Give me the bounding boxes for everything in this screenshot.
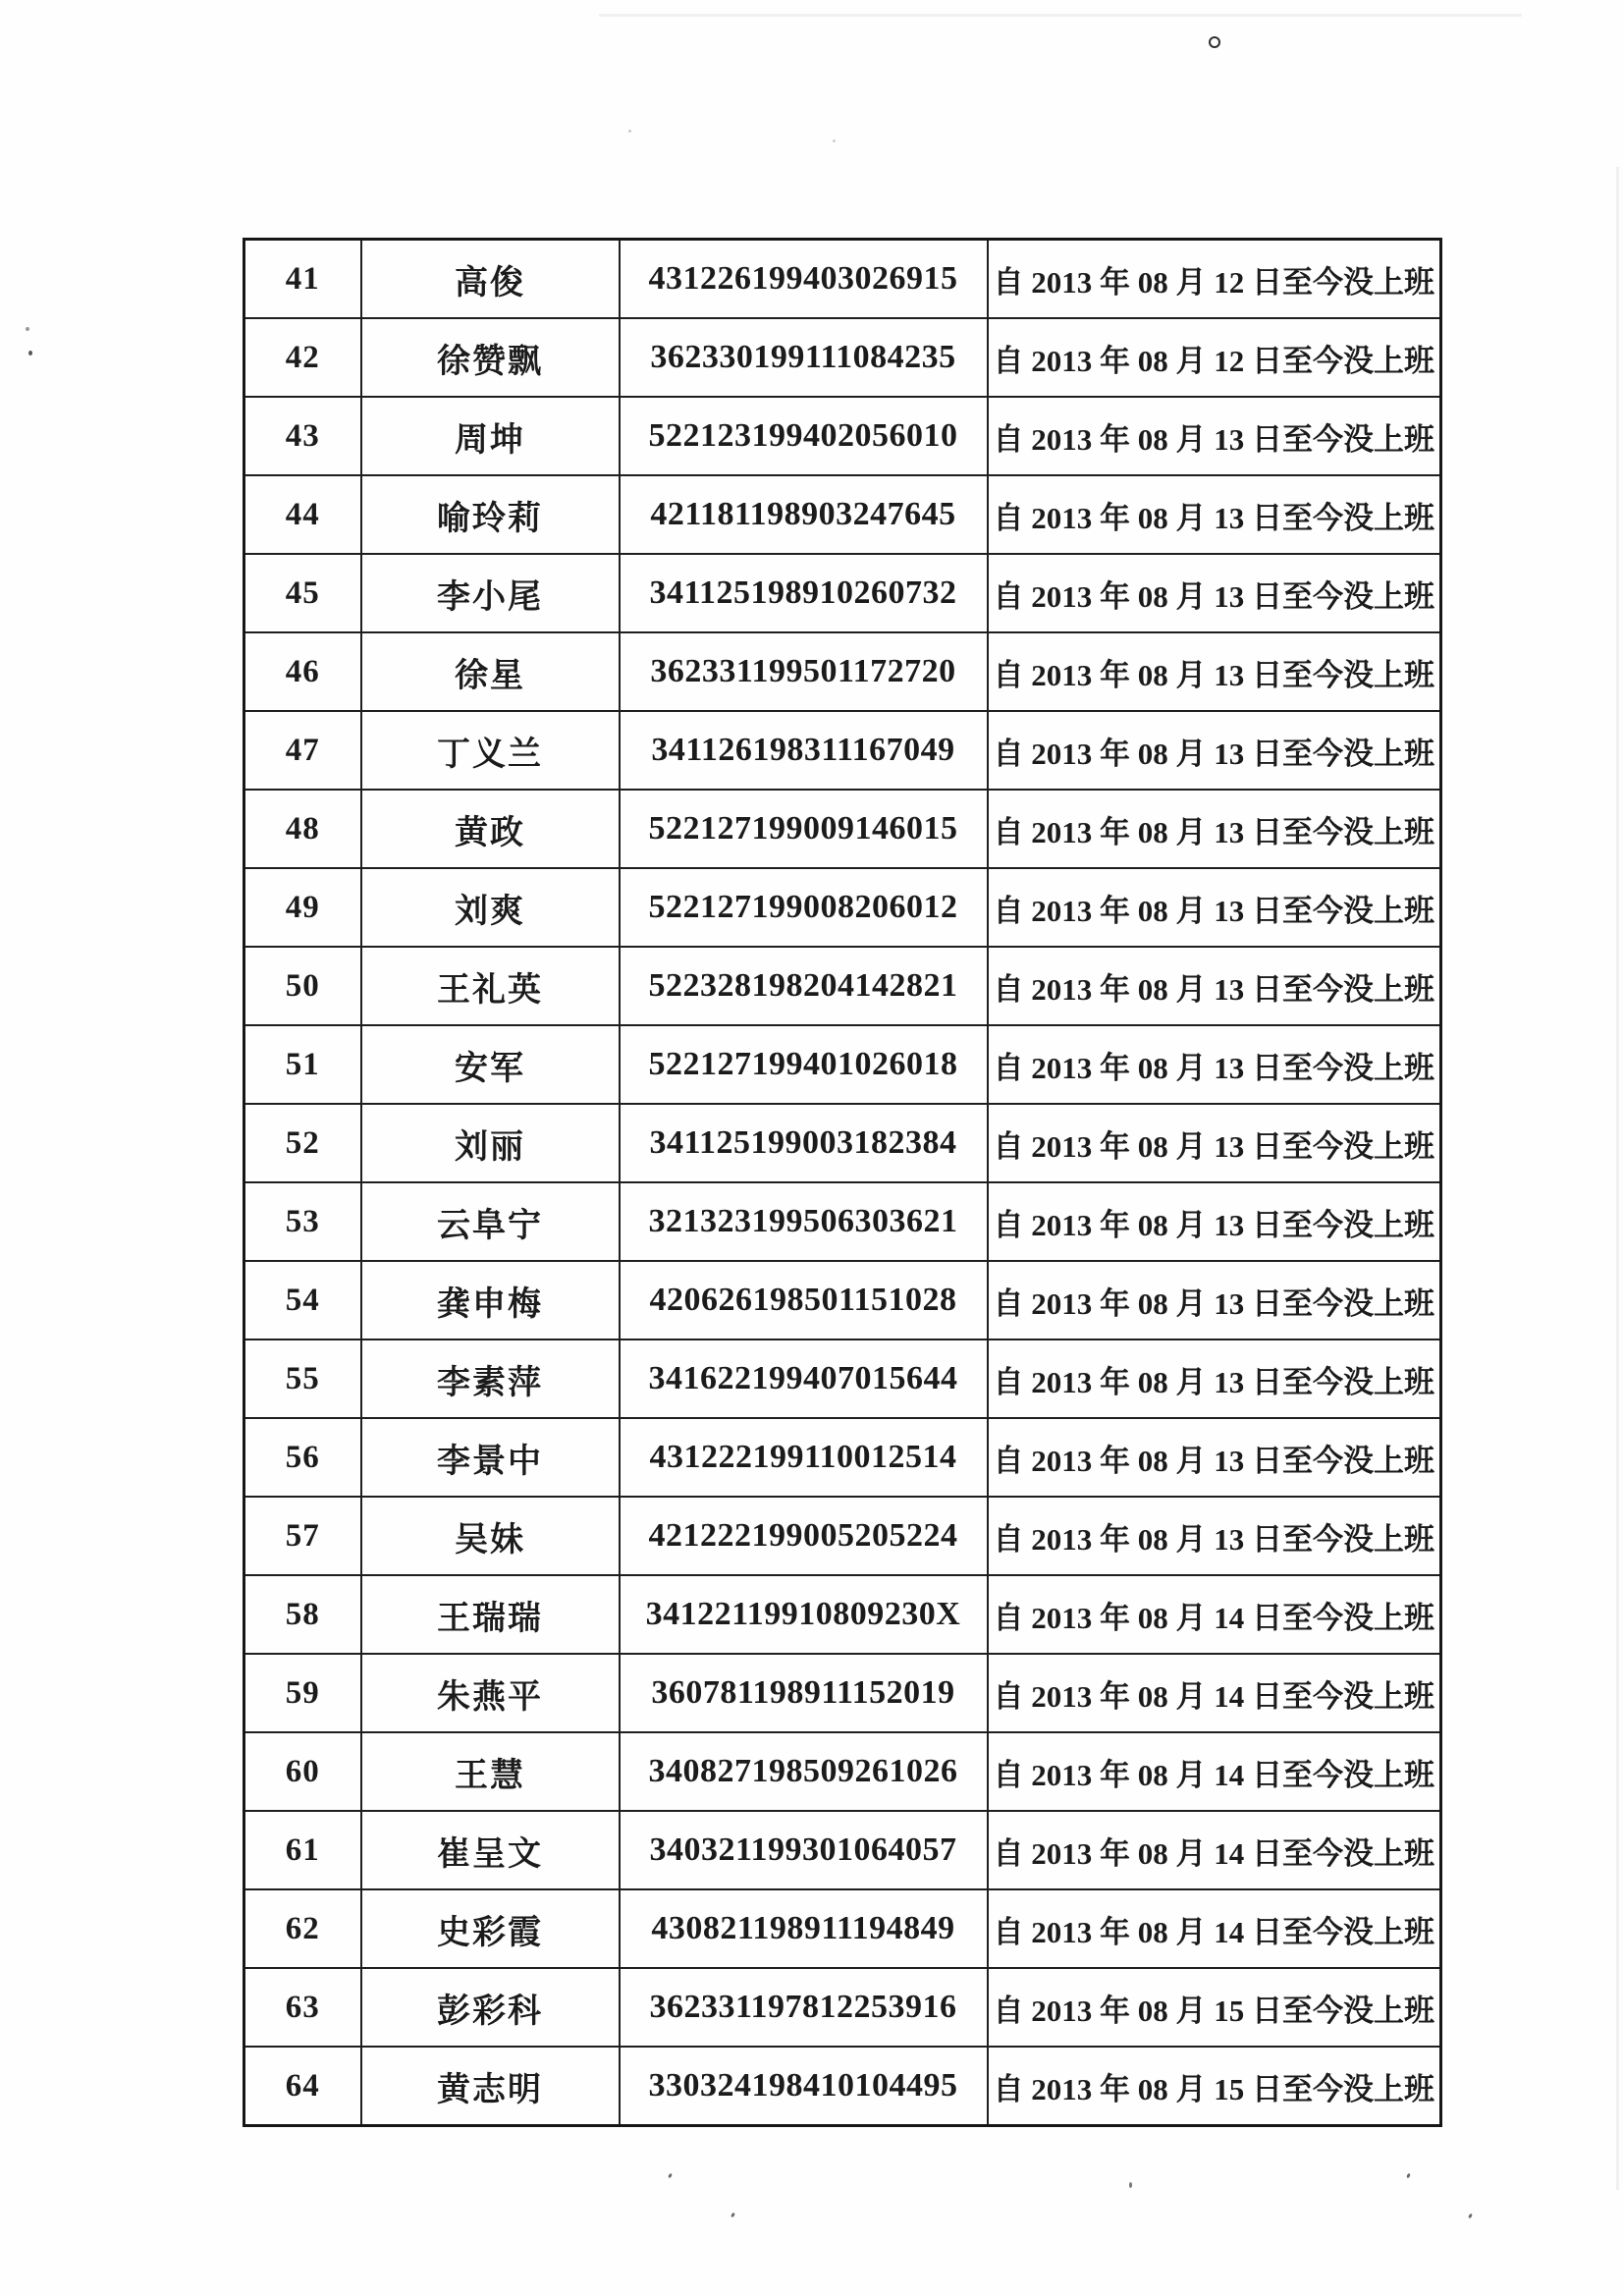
cell-person-name: 徐赞飘	[361, 318, 620, 397]
cell-person-name: 王慧	[361, 1732, 620, 1811]
cell-person-name: 高俊	[361, 240, 620, 319]
cell-row-number: 43	[244, 397, 361, 475]
cell-absence-status: 自 2013 年 08 月 13 日至今没上班	[988, 632, 1441, 711]
cell-id-number: 362331199501172720	[620, 632, 988, 711]
cell-absence-status: 自 2013 年 08 月 13 日至今没上班	[988, 397, 1441, 475]
cell-row-number: 56	[244, 1418, 361, 1497]
cell-absence-status: 自 2013 年 08 月 14 日至今没上班	[988, 1889, 1441, 1968]
cell-row-number: 50	[244, 947, 361, 1025]
table-row	[244, 240, 1441, 319]
scan-speck	[26, 327, 29, 331]
cell-absence-status: 自 2013 年 08 月 14 日至今没上班	[988, 1732, 1441, 1811]
cell-id-number: 341622199407015644	[620, 1339, 988, 1418]
cell-row-number: 51	[244, 1025, 361, 1104]
cell-row-number: 53	[244, 1182, 361, 1261]
table-row	[244, 2047, 1441, 2126]
table-body	[244, 240, 1441, 2126]
cell-absence-status: 自 2013 年 08 月 13 日至今没上班	[988, 1182, 1441, 1261]
cell-id-number: 362331197812253916	[620, 1968, 988, 2047]
scan-ring-artifact	[1209, 36, 1220, 48]
table-row	[244, 475, 1441, 554]
cell-absence-status: 自 2013 年 08 月 14 日至今没上班	[988, 1654, 1441, 1732]
cell-person-name: 吴妹	[361, 1497, 620, 1575]
cell-row-number: 54	[244, 1261, 361, 1339]
scan-speck	[833, 139, 836, 142]
cell-row-number: 55	[244, 1339, 361, 1418]
table-row	[244, 711, 1441, 790]
cell-absence-status: 自 2013 年 08 月 12 日至今没上班	[988, 318, 1441, 397]
table-row	[244, 1811, 1441, 1889]
cell-absence-status: 自 2013 年 08 月 12 日至今没上班	[988, 240, 1441, 319]
cell-person-name: 云阜宁	[361, 1182, 620, 1261]
cell-id-number: 341126198311167049	[620, 711, 988, 790]
table-row	[244, 1418, 1441, 1497]
scan-speck	[1129, 2182, 1132, 2188]
cell-id-number: 330324198410104495	[620, 2047, 988, 2126]
cell-person-name: 周坤	[361, 397, 620, 475]
scan-speck	[628, 130, 631, 133]
cell-row-number: 52	[244, 1104, 361, 1182]
scan-speck	[1406, 2173, 1411, 2179]
cell-id-number: 360781198911152019	[620, 1654, 988, 1732]
cell-row-number: 46	[244, 632, 361, 711]
cell-person-name: 崔呈文	[361, 1811, 620, 1889]
cell-id-number: 431222199110012514	[620, 1418, 988, 1497]
table-row	[244, 1732, 1441, 1811]
cell-absence-status: 自 2013 年 08 月 13 日至今没上班	[988, 790, 1441, 868]
cell-row-number: 47	[244, 711, 361, 790]
table-row	[244, 947, 1441, 1025]
cell-absence-status: 自 2013 年 08 月 15 日至今没上班	[988, 1968, 1441, 2047]
table-row	[244, 1104, 1441, 1182]
table-row	[244, 397, 1441, 475]
cell-absence-status: 自 2013 年 08 月 13 日至今没上班	[988, 711, 1441, 790]
cell-person-name: 丁义兰	[361, 711, 620, 790]
cell-id-number: 340827198509261026	[620, 1732, 988, 1811]
cell-row-number: 57	[244, 1497, 361, 1575]
scan-edge-shadow-top	[599, 14, 1522, 17]
cell-row-number: 42	[244, 318, 361, 397]
cell-id-number: 522127199401026018	[620, 1025, 988, 1104]
scan-edge-shadow-right	[1616, 167, 1619, 2190]
table-row	[244, 318, 1441, 397]
cell-person-name: 李景中	[361, 1418, 620, 1497]
cell-id-number: 522328198204142821	[620, 947, 988, 1025]
table-row	[244, 1339, 1441, 1418]
cell-absence-status: 自 2013 年 08 月 13 日至今没上班	[988, 1418, 1441, 1497]
cell-absence-status: 自 2013 年 08 月 13 日至今没上班	[988, 947, 1441, 1025]
table-row	[244, 554, 1441, 632]
cell-person-name: 徐星	[361, 632, 620, 711]
cell-row-number: 48	[244, 790, 361, 868]
cell-row-number: 62	[244, 1889, 361, 1968]
cell-id-number: 362330199111084235	[620, 318, 988, 397]
scan-speck	[28, 351, 32, 355]
cell-person-name: 王礼英	[361, 947, 620, 1025]
cell-row-number: 64	[244, 2047, 361, 2126]
table-row	[244, 1025, 1441, 1104]
cell-absence-status: 自 2013 年 08 月 13 日至今没上班	[988, 475, 1441, 554]
cell-id-number: 431226199403026915	[620, 240, 988, 319]
table-row	[244, 632, 1441, 711]
cell-person-name: 朱燕平	[361, 1654, 620, 1732]
cell-row-number: 59	[244, 1654, 361, 1732]
cell-person-name: 刘爽	[361, 868, 620, 947]
cell-id-number: 341125199003182384	[620, 1104, 988, 1182]
cell-person-name: 彭彩科	[361, 1968, 620, 2047]
table-row	[244, 1654, 1441, 1732]
cell-row-number: 45	[244, 554, 361, 632]
cell-id-number: 34122119910809230X	[620, 1575, 988, 1654]
cell-absence-status: 自 2013 年 08 月 13 日至今没上班	[988, 1261, 1441, 1339]
cell-person-name: 史彩霞	[361, 1889, 620, 1968]
cell-person-name: 龚申梅	[361, 1261, 620, 1339]
cell-id-number: 421222199005205224	[620, 1497, 988, 1575]
table-row	[244, 1182, 1441, 1261]
scan-speck	[1468, 2214, 1473, 2219]
table-row	[244, 1575, 1441, 1654]
cell-person-name: 喻玲莉	[361, 475, 620, 554]
cell-row-number: 60	[244, 1732, 361, 1811]
cell-id-number: 340321199301064057	[620, 1811, 988, 1889]
cell-id-number: 321323199506303621	[620, 1182, 988, 1261]
table-row	[244, 790, 1441, 868]
cell-absence-status: 自 2013 年 08 月 13 日至今没上班	[988, 868, 1441, 947]
cell-absence-status: 自 2013 年 08 月 14 日至今没上班	[988, 1811, 1441, 1889]
table-row	[244, 1968, 1441, 2047]
table-row	[244, 1889, 1441, 1968]
cell-row-number: 63	[244, 1968, 361, 2047]
cell-row-number: 44	[244, 475, 361, 554]
cell-id-number: 341125198910260732	[620, 554, 988, 632]
cell-absence-status: 自 2013 年 08 月 15 日至今没上班	[988, 2047, 1441, 2126]
scan-speck	[668, 2173, 673, 2179]
cell-row-number: 49	[244, 868, 361, 947]
cell-row-number: 61	[244, 1811, 361, 1889]
attendance-roster-table	[243, 238, 1442, 2127]
cell-person-name: 黄政	[361, 790, 620, 868]
cell-absence-status: 自 2013 年 08 月 13 日至今没上班	[988, 554, 1441, 632]
table-row	[244, 868, 1441, 947]
cell-absence-status: 自 2013 年 08 月 13 日至今没上班	[988, 1497, 1441, 1575]
table-row	[244, 1261, 1441, 1339]
cell-person-name: 李小尾	[361, 554, 620, 632]
cell-id-number: 522123199402056010	[620, 397, 988, 475]
scan-speck	[730, 2213, 735, 2218]
cell-person-name: 黄志明	[361, 2047, 620, 2126]
cell-absence-status: 自 2013 年 08 月 13 日至今没上班	[988, 1025, 1441, 1104]
cell-absence-status: 自 2013 年 08 月 14 日至今没上班	[988, 1575, 1441, 1654]
cell-person-name: 安军	[361, 1025, 620, 1104]
cell-row-number: 58	[244, 1575, 361, 1654]
cell-absence-status: 自 2013 年 08 月 13 日至今没上班	[988, 1339, 1441, 1418]
cell-absence-status: 自 2013 年 08 月 13 日至今没上班	[988, 1104, 1441, 1182]
cell-person-name: 李素萍	[361, 1339, 620, 1418]
cell-person-name: 刘丽	[361, 1104, 620, 1182]
cell-id-number: 522127199008206012	[620, 868, 988, 947]
cell-id-number: 522127199009146015	[620, 790, 988, 868]
cell-id-number: 430821198911194849	[620, 1889, 988, 1968]
cell-id-number: 421181198903247645	[620, 475, 988, 554]
cell-row-number: 41	[244, 240, 361, 319]
cell-person-name: 王瑞瑞	[361, 1575, 620, 1654]
table-row	[244, 1497, 1441, 1575]
cell-id-number: 420626198501151028	[620, 1261, 988, 1339]
